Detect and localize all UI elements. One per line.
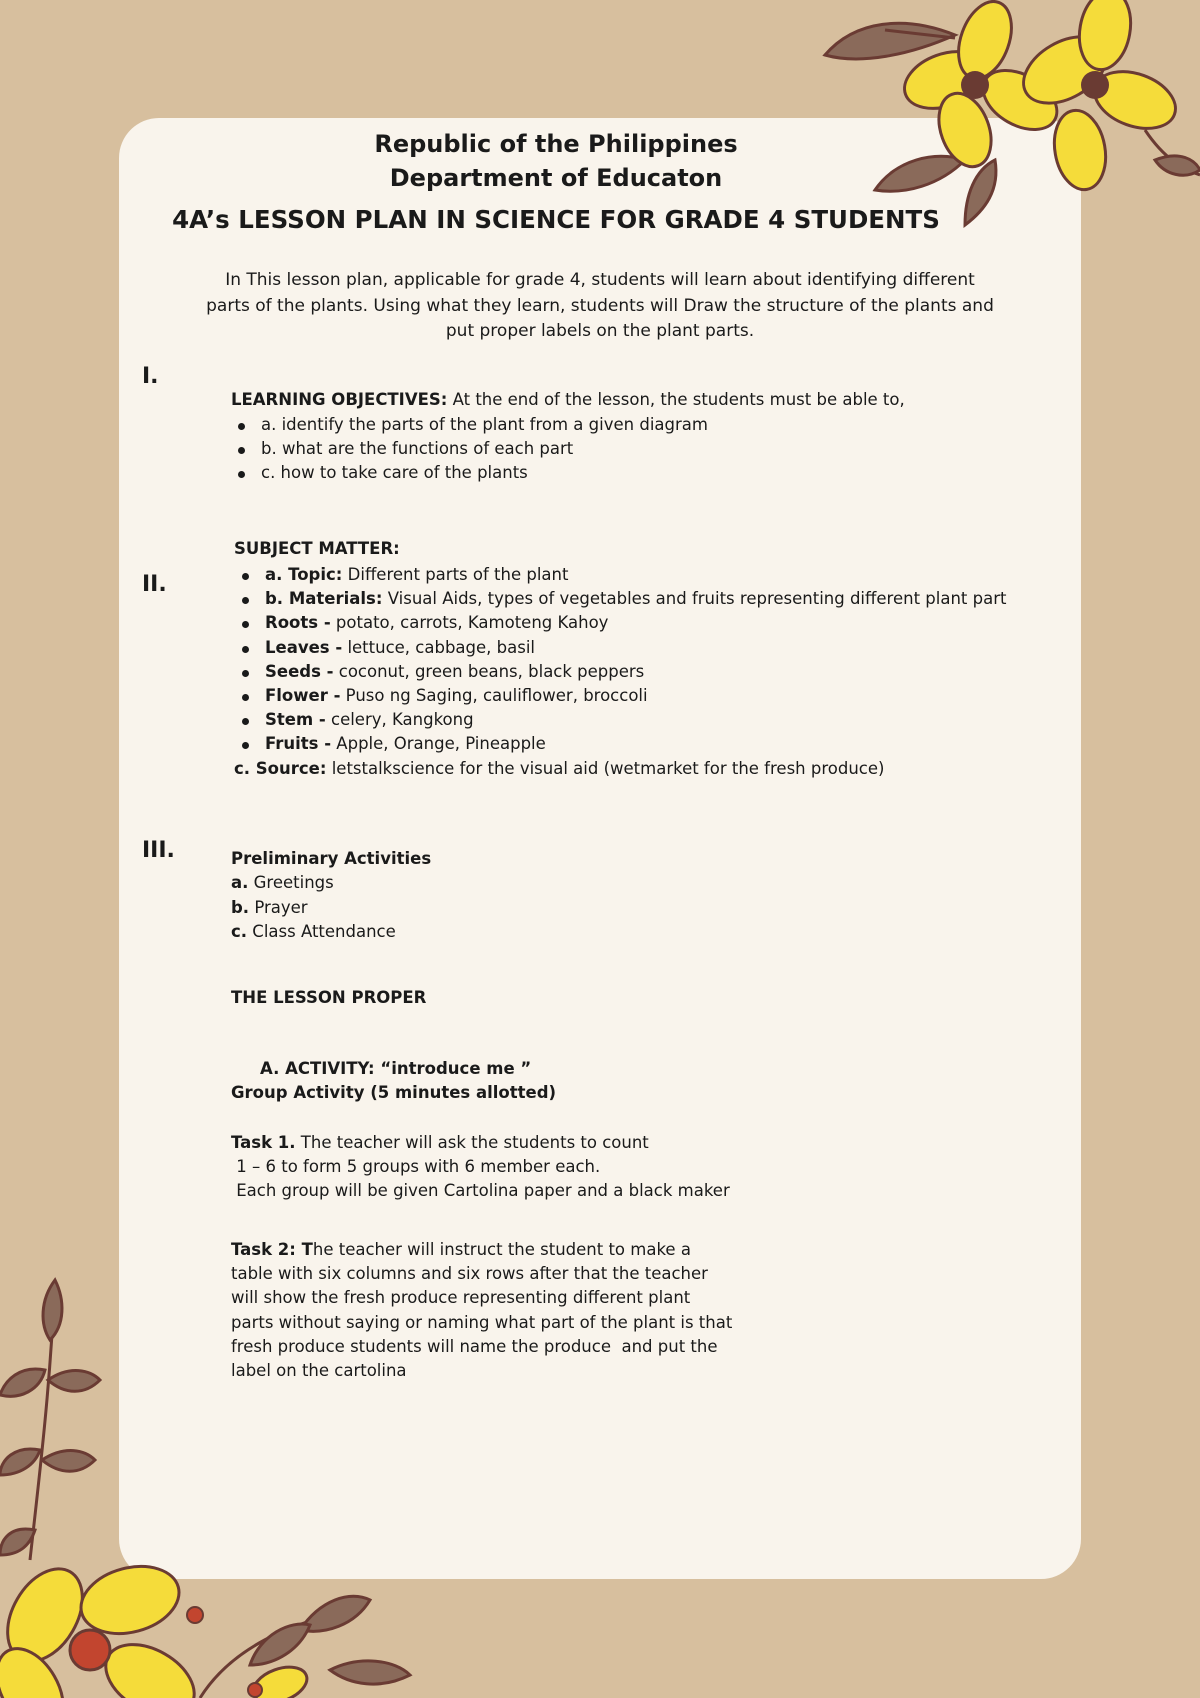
learning-objectives-lead: At the end of the lesson, the students must be able to, [447, 390, 905, 409]
item-text: Greetings [248, 873, 334, 893]
list-item [235, 684, 1006, 708]
task-2-text: he teacher will instruct the student to make a [312, 1240, 691, 1259]
task-2-label: Task 2: T [231, 1240, 313, 1259]
objectives-list [231, 413, 708, 486]
item-label: a. Topic: [265, 565, 343, 584]
source-text: letstalkscience for the visual aid (wetmarket for the fresh produce) [326, 759, 885, 778]
list-item [235, 732, 1006, 756]
source-label: c. Source: [234, 759, 327, 778]
list-item: a. identify the parts of the plant from a given diagram [231, 413, 708, 437]
task-1 [231, 1131, 730, 1204]
item-text: Visual Aids, types of vegetables and fruits representing different plant part [382, 589, 1007, 609]
task-1-text: The teacher will ask the students to count [295, 1133, 649, 1152]
task-2-line [231, 1238, 732, 1262]
item-label: Roots - [265, 613, 331, 633]
task-1-line [231, 1131, 730, 1155]
list-item [235, 563, 1006, 587]
task-2-line: table with six columns and six rows after that the teacher [231, 1264, 708, 1284]
learning-objectives-heading [231, 388, 905, 412]
section-2-numeral: II. [142, 572, 167, 597]
preliminary-activities [231, 847, 431, 945]
intro-paragraph: In This lesson plan, applicable for grade 4, students will learn about identifying different parts of the plants. Using what they learn, students will Draw the structure of the plants and put proper labels on the plant parts. [206, 270, 994, 341]
subject-matter-list [235, 563, 1006, 757]
section-3-numeral: III. [142, 838, 175, 863]
task-2-line: fresh produce students will name the produce and put the [231, 1336, 718, 1356]
group-activity: Group Activity (5 minutes allotted) [231, 1083, 557, 1102]
item-text: celery, Kangkong [325, 710, 474, 730]
task-2-line: parts without saying or naming what part of the plant is that [231, 1312, 733, 1332]
activity-title: A. ACTIVITY: “introduce me ” [260, 1059, 532, 1078]
section-1-numeral: I. [142, 364, 159, 389]
page-title: 4A’s LESSON PLAN IN SCIENCE FOR GRADE 4 STUDENTS [172, 205, 940, 234]
learning-objectives-label: LEARNING OBJECTIVES: [231, 390, 448, 409]
list-item [235, 660, 1006, 684]
item-text: potato, carrots, Kamoteng Kahoy [330, 613, 609, 633]
subject-matter-heading: SUBJECT MATTER: [234, 539, 400, 558]
item-text: Apple, Orange, Pineapple [331, 734, 546, 754]
preliminary-heading: Preliminary Activities [231, 849, 432, 868]
item-text: coconut, green beans, black peppers [333, 661, 645, 681]
list-item [235, 587, 1006, 611]
list-item [231, 920, 431, 944]
item-label: Fruits - [265, 734, 332, 754]
item-text: Prayer [249, 897, 308, 917]
list-item [235, 636, 1006, 660]
list-item: c. how to take care of the plants [231, 461, 708, 485]
list-item [235, 611, 1006, 635]
item-label: b. Materials: [265, 589, 383, 609]
task-2 [231, 1238, 732, 1383]
header-department: Department of Educaton [389, 164, 723, 192]
list-item: b. what are the functions of each part [231, 437, 708, 461]
list-item [231, 896, 431, 920]
task-1-line: Each group will be given Cartolina paper and a black maker [231, 1181, 730, 1201]
header-republic: Republic of the Philippines [374, 130, 738, 158]
task-2-line: will show the fresh produce representing different plant [231, 1288, 691, 1308]
task-1-line: 1 – 6 to form 5 groups with 6 member each. [231, 1157, 601, 1177]
item-label: b. [231, 897, 250, 917]
list-item [235, 708, 1006, 732]
list-item [231, 871, 431, 895]
item-text: Class Attendance [247, 922, 396, 942]
source-line [234, 757, 884, 781]
item-label: c. [231, 922, 248, 942]
lesson-proper-heading: THE LESSON PROPER [231, 988, 427, 1007]
item-text: lettuce, cabbage, basil [342, 637, 535, 657]
item-label: Stem - [265, 710, 326, 730]
item-label: Seeds - [265, 661, 334, 681]
task-2-line: label on the cartolina [231, 1361, 407, 1381]
item-label: a. [231, 873, 249, 893]
item-text: Different parts of the plant [342, 565, 569, 584]
item-label: Leaves - [265, 637, 343, 657]
task-1-label: Task 1. [231, 1133, 296, 1152]
item-text: Puso ng Saging, cauliflower, broccoli [340, 686, 648, 706]
item-label: Flower - [265, 686, 341, 706]
